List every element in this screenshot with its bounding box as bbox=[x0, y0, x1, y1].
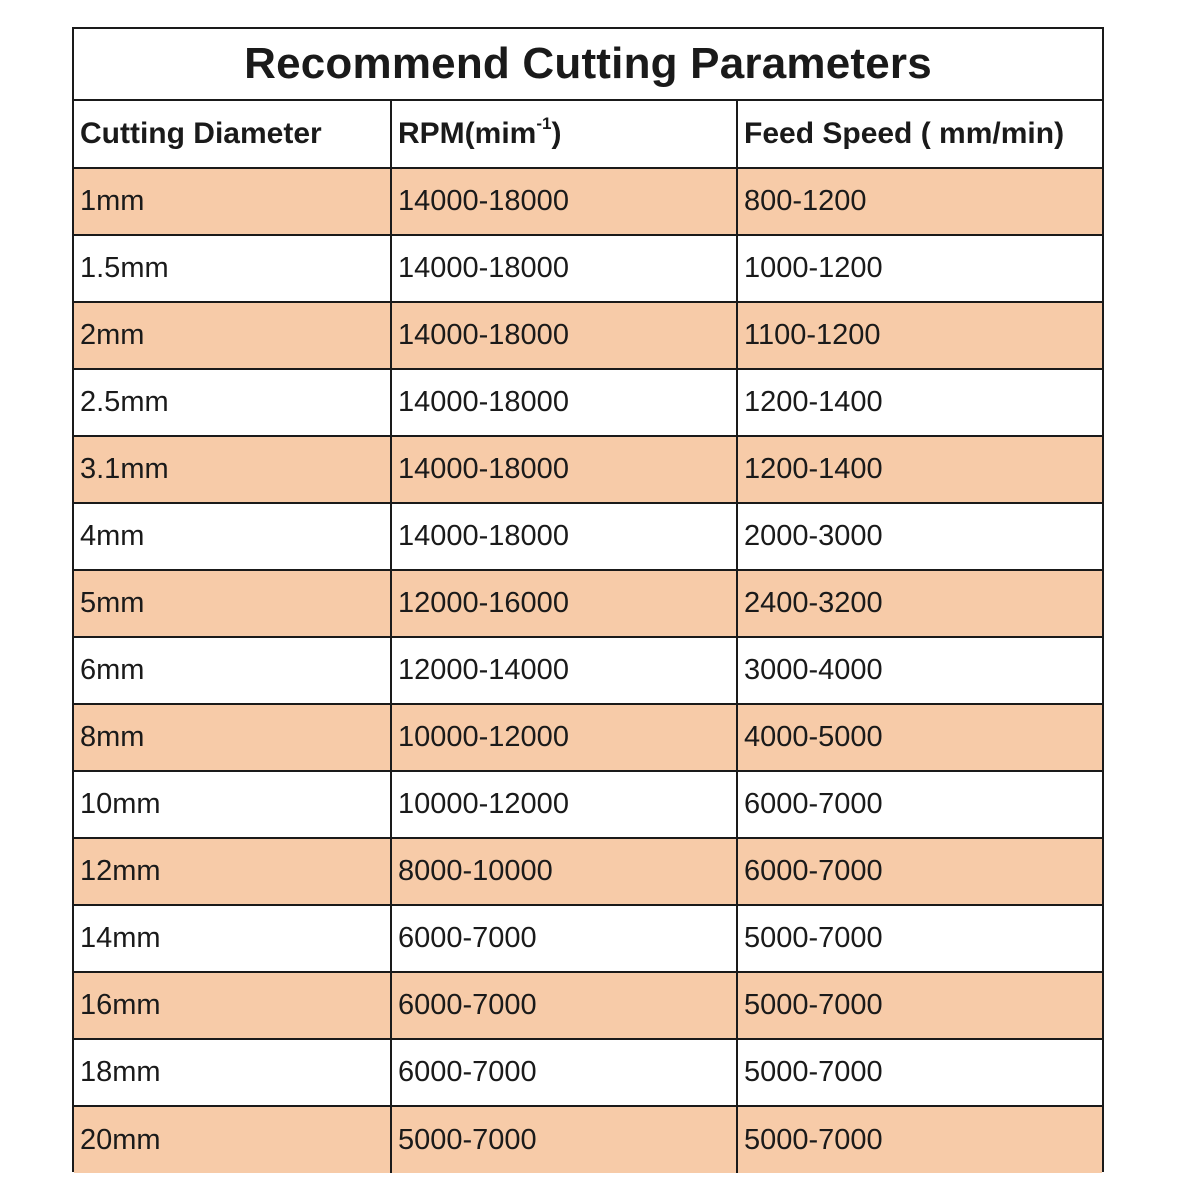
cell-feed-speed: 1200-1400 bbox=[737, 436, 1102, 503]
header-cutting-diameter: Cutting Diameter bbox=[74, 101, 391, 168]
cell-diameter: 1.5mm bbox=[74, 235, 391, 302]
table-row bbox=[74, 302, 1102, 369]
cell-diameter: 2.5mm bbox=[74, 369, 391, 436]
cell-rpm: 10000-12000 bbox=[391, 771, 737, 838]
table-row bbox=[74, 704, 1102, 771]
cell-diameter: 5mm bbox=[74, 570, 391, 637]
table-row bbox=[74, 1039, 1102, 1106]
cell-feed-speed: 2400-3200 bbox=[737, 570, 1102, 637]
table-row bbox=[74, 1106, 1102, 1173]
cell-diameter: 14mm bbox=[74, 905, 391, 972]
table-row bbox=[74, 369, 1102, 436]
cell-diameter: 20mm bbox=[74, 1106, 391, 1173]
table-row bbox=[74, 905, 1102, 972]
cell-feed-speed: 6000-7000 bbox=[737, 838, 1102, 905]
cell-diameter: 4mm bbox=[74, 503, 391, 570]
cell-feed-speed: 1200-1400 bbox=[737, 369, 1102, 436]
cell-feed-speed: 800-1200 bbox=[737, 168, 1102, 235]
cell-diameter: 18mm bbox=[74, 1039, 391, 1106]
header-row bbox=[74, 101, 1102, 168]
cell-feed-speed: 5000-7000 bbox=[737, 905, 1102, 972]
table-row bbox=[74, 235, 1102, 302]
table-row bbox=[74, 637, 1102, 704]
parameters-grid bbox=[74, 101, 1102, 1173]
table-row bbox=[74, 570, 1102, 637]
cell-diameter: 16mm bbox=[74, 972, 391, 1039]
cell-rpm: 6000-7000 bbox=[391, 972, 737, 1039]
header-rpm-superscript: -1 bbox=[536, 114, 552, 133]
table-row bbox=[74, 838, 1102, 905]
header-rpm-base: RPM(mim bbox=[398, 117, 537, 150]
cell-rpm: 5000-7000 bbox=[391, 1106, 737, 1173]
cell-rpm: 6000-7000 bbox=[391, 905, 737, 972]
cell-feed-speed: 4000-5000 bbox=[737, 704, 1102, 771]
header-rpm bbox=[391, 101, 737, 168]
cell-rpm: 14000-18000 bbox=[391, 235, 737, 302]
cell-diameter: 3.1mm bbox=[74, 436, 391, 503]
cell-rpm: 14000-18000 bbox=[391, 369, 737, 436]
cell-diameter: 1mm bbox=[74, 168, 391, 235]
cell-rpm: 14000-18000 bbox=[391, 503, 737, 570]
cell-feed-speed: 2000-3000 bbox=[737, 503, 1102, 570]
cell-diameter: 2mm bbox=[74, 302, 391, 369]
table-row bbox=[74, 972, 1102, 1039]
cell-rpm: 10000-12000 bbox=[391, 704, 737, 771]
cell-feed-speed: 3000-4000 bbox=[737, 637, 1102, 704]
table-body bbox=[74, 168, 1102, 1173]
cell-diameter: 12mm bbox=[74, 838, 391, 905]
cell-feed-speed: 1100-1200 bbox=[737, 302, 1102, 369]
cell-rpm: 14000-18000 bbox=[391, 302, 737, 369]
cell-feed-speed: 1000-1200 bbox=[737, 235, 1102, 302]
table-row bbox=[74, 503, 1102, 570]
cell-feed-speed: 5000-7000 bbox=[737, 1039, 1102, 1106]
cell-feed-speed: 6000-7000 bbox=[737, 771, 1102, 838]
header-feed-speed: Feed Speed ( mm/min) bbox=[737, 101, 1102, 168]
cell-rpm: 14000-18000 bbox=[391, 436, 737, 503]
table-title: Recommend Cutting Parameters bbox=[74, 29, 1102, 101]
cell-rpm: 8000-10000 bbox=[391, 838, 737, 905]
table-row bbox=[74, 168, 1102, 235]
cell-feed-speed: 5000-7000 bbox=[737, 1106, 1102, 1173]
cell-rpm: 12000-16000 bbox=[391, 570, 737, 637]
table-row bbox=[74, 436, 1102, 503]
cutting-parameters-table bbox=[72, 27, 1104, 1172]
header-rpm-close: ) bbox=[551, 117, 562, 150]
cell-diameter: 8mm bbox=[74, 704, 391, 771]
cell-rpm: 12000-14000 bbox=[391, 637, 737, 704]
table-row bbox=[74, 771, 1102, 838]
cell-rpm: 6000-7000 bbox=[391, 1039, 737, 1106]
cell-diameter: 6mm bbox=[74, 637, 391, 704]
cell-feed-speed: 5000-7000 bbox=[737, 972, 1102, 1039]
cell-rpm: 14000-18000 bbox=[391, 168, 737, 235]
cell-diameter: 10mm bbox=[74, 771, 391, 838]
